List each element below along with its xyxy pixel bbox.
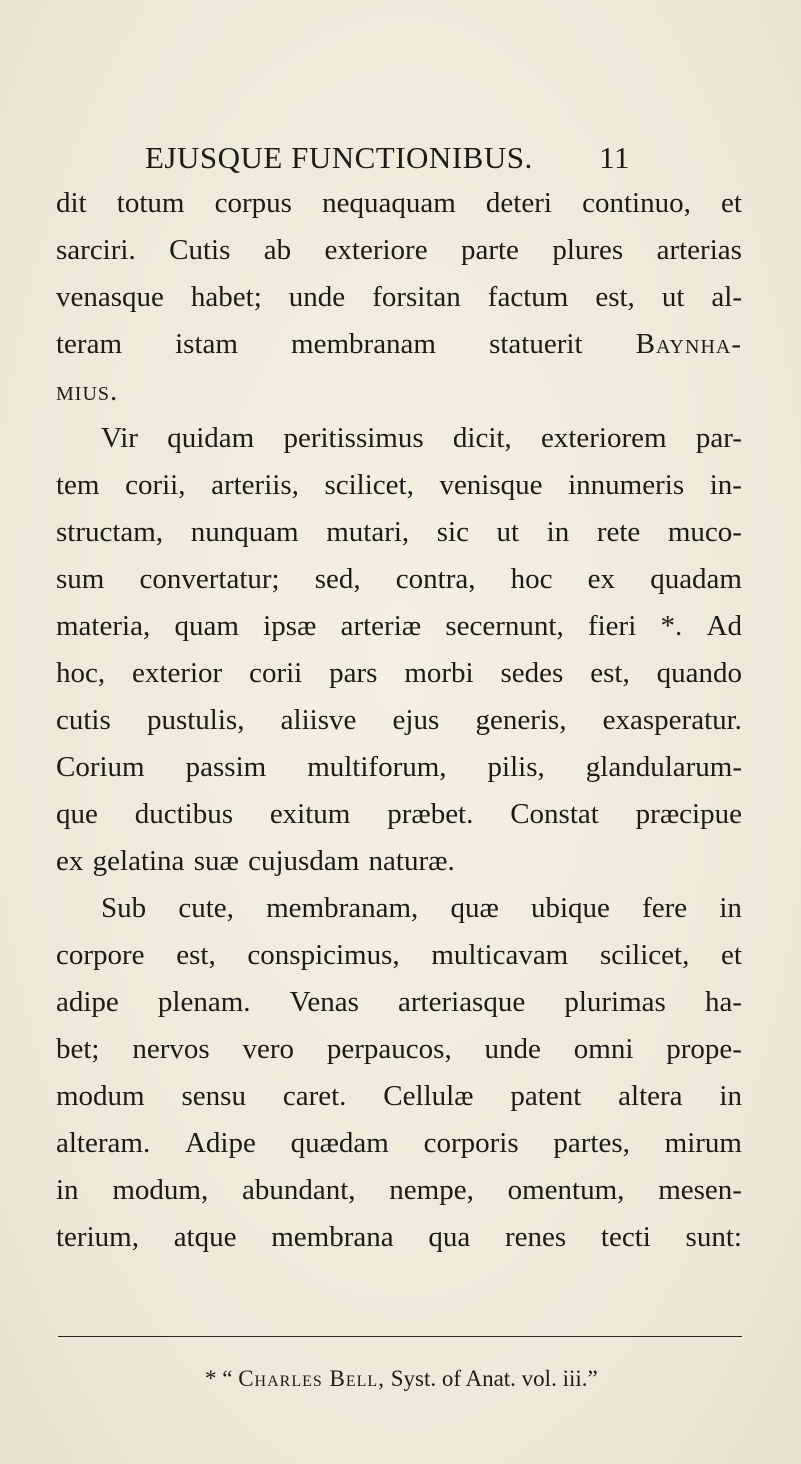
word: unde <box>484 1033 541 1065</box>
word: modum, <box>112 1174 209 1206</box>
word: nempe, <box>389 1174 474 1206</box>
word: rete <box>596 516 641 548</box>
word: mirum <box>664 1127 742 1159</box>
word: corii <box>249 657 303 689</box>
word: membrana <box>271 1221 394 1253</box>
word: tecti <box>600 1221 651 1253</box>
footnote <box>205 1366 598 1392</box>
word: cutis <box>56 704 111 736</box>
word: contra, <box>395 563 476 595</box>
word: in- <box>709 469 742 501</box>
word: plures <box>552 234 624 266</box>
text-line <box>56 1214 742 1261</box>
word: in <box>56 1174 79 1206</box>
word: exitum <box>269 798 351 830</box>
word: forsitan <box>372 281 461 313</box>
footnote-citation: Syst. of Anat. vol. iii.” <box>390 1366 598 1391</box>
word: habet; <box>190 281 262 313</box>
word: tem <box>56 469 100 501</box>
word: passim <box>185 751 267 783</box>
word: quidam <box>167 422 255 454</box>
word: plenam. <box>157 986 251 1018</box>
word: quadam <box>650 563 742 595</box>
word: in <box>719 1080 742 1112</box>
word: est, <box>590 657 630 689</box>
word: multicavam <box>431 939 569 971</box>
word: ha- <box>704 986 742 1018</box>
text-line <box>56 885 742 932</box>
word: Adipe <box>184 1127 256 1159</box>
word: caret. <box>282 1080 347 1112</box>
text-line <box>56 697 742 744</box>
word: arterias <box>656 234 742 266</box>
word: corpore <box>56 939 145 971</box>
word: structam, <box>56 516 164 548</box>
word: præbet. <box>387 798 474 830</box>
word: pustulis, <box>146 704 245 736</box>
word: unde <box>288 281 346 313</box>
text-line <box>56 180 742 227</box>
word: pars <box>329 657 378 689</box>
word: plurimas <box>564 986 666 1018</box>
footnote-marker: * “ <box>205 1366 233 1391</box>
text-line <box>56 274 742 321</box>
word: convertatur; <box>139 563 280 595</box>
word: generis, <box>475 704 567 736</box>
word: nunquam <box>190 516 299 548</box>
word: partes, <box>553 1127 630 1159</box>
text-line <box>56 462 742 509</box>
word: ductibus <box>134 798 233 830</box>
word: sic <box>436 516 469 548</box>
word: et <box>721 187 742 219</box>
body-text <box>56 180 742 1261</box>
word: nequaquam <box>322 187 456 219</box>
word: istam <box>175 328 238 360</box>
word: peritissimus <box>283 422 424 454</box>
word: abundant, <box>241 1174 356 1206</box>
word: naturæ. <box>368 845 455 877</box>
word: ex <box>587 563 616 595</box>
word: sed, <box>314 563 361 595</box>
word: quam <box>174 610 239 642</box>
word: suæ <box>193 845 239 877</box>
footnote-author: Charles Bell, <box>238 1366 385 1391</box>
word: atque <box>173 1221 237 1253</box>
word: Ad <box>706 610 742 642</box>
word: scilicet, <box>599 939 690 971</box>
word: gelatina <box>92 845 185 877</box>
word: sarciri. <box>56 234 136 266</box>
word: corpus <box>214 187 292 219</box>
word: exasperatur. <box>602 704 742 736</box>
word: venasque <box>56 281 164 313</box>
header-title: EJUSQUE FUNCTIONIBUS. <box>145 140 533 175</box>
word: materia, <box>56 610 151 642</box>
word: mutari, <box>326 516 410 548</box>
word: modum <box>56 1080 145 1112</box>
text-line <box>56 1120 742 1167</box>
word: sedes <box>500 657 564 689</box>
word: scilicet, <box>324 469 414 501</box>
word: venisque <box>439 469 543 501</box>
text-line <box>56 368 742 415</box>
word: qua <box>428 1221 471 1253</box>
word: membranam <box>291 328 436 360</box>
running-header <box>145 140 630 176</box>
word: quando <box>656 657 742 689</box>
word: *. <box>660 610 683 642</box>
word: Vir <box>101 422 138 454</box>
word: ut <box>496 516 520 548</box>
word: factum <box>487 281 569 313</box>
word: quæ <box>450 892 499 924</box>
word: in <box>719 892 742 924</box>
word: totum <box>116 187 185 219</box>
word: terium, <box>56 1221 139 1253</box>
word: ubique <box>531 892 610 924</box>
word: ipsæ <box>263 610 317 642</box>
text-line <box>56 1026 742 1073</box>
word: teram <box>56 328 123 360</box>
text-line <box>56 415 742 462</box>
text-line <box>56 1167 742 1214</box>
word: morbi <box>404 657 474 689</box>
word: altera <box>618 1080 683 1112</box>
word: alteram. <box>56 1127 151 1159</box>
word: corii, <box>125 469 186 501</box>
text-line <box>56 932 742 979</box>
word: renes <box>504 1221 567 1253</box>
small-caps-name: mius. <box>56 375 119 407</box>
word: cujusdam <box>248 845 360 877</box>
word: multiforum, <box>307 751 447 783</box>
word: par- <box>695 422 742 454</box>
text-line <box>56 1073 742 1120</box>
word: ab <box>263 234 292 266</box>
word: ut <box>661 281 685 313</box>
word: patent <box>510 1080 582 1112</box>
word: dicit, <box>452 422 512 454</box>
word: et <box>721 939 742 971</box>
word: vero <box>242 1033 295 1065</box>
word: Cellulæ <box>383 1080 474 1112</box>
word: Constat <box>510 798 599 830</box>
word: deteri <box>485 187 552 219</box>
word: cute, <box>178 892 234 924</box>
word: Corium <box>56 751 145 783</box>
word: Venas <box>289 986 359 1018</box>
word: quædam <box>290 1127 389 1159</box>
word: est, <box>176 939 216 971</box>
word: membranam, <box>266 892 419 924</box>
word: pilis, <box>487 751 545 783</box>
word: est, <box>595 281 635 313</box>
word: omni <box>573 1033 634 1065</box>
word: Sub <box>101 892 147 924</box>
word: sunt: <box>685 1221 742 1253</box>
word: in <box>546 516 570 548</box>
word: continuo, <box>582 187 691 219</box>
word: sensu <box>181 1080 246 1112</box>
text-line <box>56 227 742 274</box>
text-line <box>56 321 742 368</box>
word: hoc <box>510 563 553 595</box>
word: secernunt, <box>445 610 564 642</box>
text-line <box>56 838 742 885</box>
word: præcipue <box>635 798 742 830</box>
word: Cutis <box>169 234 231 266</box>
text-line <box>56 509 742 556</box>
text-line <box>56 744 742 791</box>
word: ejus <box>392 704 440 736</box>
word: ex <box>56 845 84 877</box>
text-line <box>56 603 742 650</box>
word: arteriasque <box>398 986 526 1018</box>
word: exteriorem <box>540 422 667 454</box>
word: aliisve <box>280 704 357 736</box>
text-line <box>56 979 742 1026</box>
footnote-rule <box>58 1336 742 1337</box>
small-caps-name: Baynha- <box>635 328 742 360</box>
text-line <box>56 650 742 697</box>
word: innumeris <box>568 469 685 501</box>
word: hoc, <box>56 657 106 689</box>
word: arteriæ <box>340 610 422 642</box>
text-line <box>56 791 742 838</box>
word: que <box>56 798 98 830</box>
word: exteriore <box>324 234 428 266</box>
word: fieri <box>587 610 637 642</box>
word: corporis <box>423 1127 519 1159</box>
word: adipe <box>56 986 119 1018</box>
word: parte <box>460 234 519 266</box>
word: fere <box>642 892 688 924</box>
text-line <box>56 556 742 603</box>
word: sum <box>56 563 105 595</box>
word: bet; <box>56 1033 100 1065</box>
word: mesen- <box>658 1174 742 1206</box>
word: dit <box>56 187 87 219</box>
word: nervos <box>132 1033 210 1065</box>
word: al- <box>711 281 742 313</box>
word: statuerit <box>489 328 583 360</box>
word: glandularum- <box>585 751 742 783</box>
word: perpaucos, <box>326 1033 452 1065</box>
word: conspicimus, <box>247 939 400 971</box>
page-number: 11 <box>599 140 630 175</box>
word: arteriis, <box>211 469 299 501</box>
word: muco- <box>667 516 742 548</box>
word: omentum, <box>507 1174 625 1206</box>
word: exterior <box>132 657 223 689</box>
word: prope- <box>666 1033 742 1065</box>
